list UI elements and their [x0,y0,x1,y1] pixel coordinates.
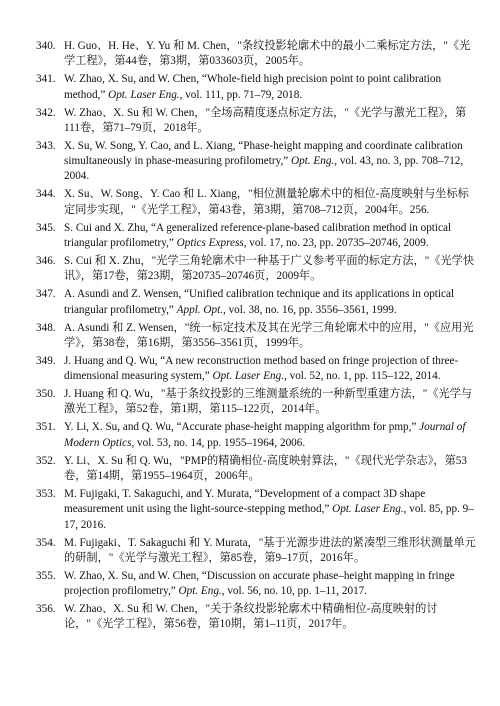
reference-text [64,387,480,418]
reference-entry [36,287,480,318]
reference-segment: , vol. 43, no. 3, pp. 708–712, 2004. [64,155,464,183]
reference-segment: Y. Li、X. Su 和 Q. Wu，"PMP的精确相位-高度映射算法，"《现代光学杂志》，第53卷，第14期，第1955–1964页，2006年。 [64,454,467,482]
reference-segment: J. Huang 和 Q. Wu，"基于条纹投影的三维测量系统的一种新型重建方法，"《光学与激光工程》，第52卷，第1期，第115–122页，2014年。 [64,388,473,416]
reference-number: 353. [36,487,56,500]
journal-name: Opt. Laser Eng. [108,88,180,101]
reference-list [36,39,480,633]
reference-text [64,420,480,451]
reference-number: 345. [36,221,56,234]
reference-entry [36,536,480,567]
reference-segment: , vol. 53, no. 14, pp. 1955–1964, 2006. [131,436,306,449]
reference-number: 354. [36,536,56,549]
reference-text [64,602,480,633]
reference-number: 344. [36,188,56,201]
journal-name: Appl. Opt. [176,303,223,316]
reference-segment: J. Huang and Q. Wu, “A new reconstruction method based on fringe projection of three-dimensional measuring system,” [64,354,459,383]
reference-text [64,254,480,285]
reference-entry [36,72,480,103]
reference-segment: X. Su, W. Song, Y. Cao, and L. Xiang, “Phase-height mapping and coordinate calibration simultaneously in phase-measuring profilometry,” [64,139,463,168]
reference-number: 348. [36,321,56,334]
reference-number: 356. [36,603,56,616]
reference-text [64,139,480,185]
journal-name: Opt. Eng. [291,155,335,168]
reference-entry [36,569,480,600]
reference-segment: , vol. 85, pp. 9–17, 2016. [64,503,474,531]
reference-entry [36,420,480,451]
reference-number: 341. [36,73,56,86]
reference-segment: X. Su、W. Song、Y. Cao 和 L. Xiang，"相位测量轮廓术中的相位-高度映射与坐标标定同步实现，"《光学工程》，第43卷，第3期，第708–712页，2004年。256. [64,188,469,216]
reference-text [64,187,480,218]
reference-entry [36,321,480,352]
reference-entry [36,602,480,633]
reference-segment: , vol. 111, pp. 71–79, 2018. [179,88,303,101]
reference-text [64,321,480,352]
reference-entry [36,387,480,418]
reference-number: 349. [36,354,56,367]
reference-segment: S. Cui and X. Zhu, “A generalized reference-plane-based calibration method in optical triangular profilometry,” [64,221,452,249]
reference-entry [36,221,480,252]
reference-entry [36,254,480,285]
reference-entry [36,454,480,485]
reference-number: 340. [36,40,56,52]
journal-name: Opt. Laser Eng. [212,370,285,383]
reference-segment: A. Asundi and Z. Wensen, “Unified calibration technique and its applications in optical triangular profilometry,” [64,288,455,316]
reference-text [64,106,480,137]
reference-entry [36,354,480,385]
reference-segment: A. Asundi 和 Z. Wensen，"统一标定技术及其在光学三角轮廓术中的应用，"《应用光学》，第38卷，第16期，第3556–3561页，1999年。 [64,321,474,349]
reference-number: 346. [36,254,56,267]
reference-segment: W. Zhao, X. Su, and W. Chen, “Discussion on accurate phase–height mapping in fringe projection profilometry,” [64,569,455,598]
reference-number: 351. [36,421,56,434]
journal-name: Journal of Modern Optics [64,421,466,449]
reference-text [64,487,480,533]
reference-number: 347. [36,288,56,301]
reference-number: 350. [36,388,56,401]
reference-text [64,354,480,385]
reference-entry [36,39,480,70]
reference-segment: Y. Li, X. Su, and Q. Wu, “Accurate phase-height mapping algorithm for pmp,” [64,421,420,434]
reference-segment: , vol. 56, no. 10, pp. 1–11, 2017. [221,585,368,598]
journal-name: Opt. Laser Eng. [332,503,404,516]
reference-segment: M. Fujigaki、T. Sakaguchi 和 Y. Murata，"基于光源步进法的紧凑型三维形状测量单元的研制，"《光学与激光工程》，第85卷，第9–17页，2016年。 [64,536,476,564]
reference-text [64,536,480,567]
reference-segment: W. Zhao, X. Su, and W. Chen, “Whole-field high precision point to point calibration method,” [64,73,442,101]
reference-text [64,569,480,600]
reference-text [64,39,480,70]
reference-entry [36,187,480,218]
reference-segment: M. Fujigaki, T. Sakaguchi, and Y. Murata, “Development of a compact 3D shape measurement unit using the light-source-stepping method,” [64,487,426,516]
reference-number: 343. [36,139,56,152]
journal-name: Opt. Eng. [178,585,222,598]
journal-name: Optics Express [176,237,244,249]
reference-text [64,287,480,318]
reference-number: 355. [36,569,56,582]
reference-segment: S. Cui 和 X. Zhu，"光学三角轮廓术中一种基于广义参考平面的标定方法，"《光学快讯》，第17卷，第23期，第20735–20746页，2009年。 [64,254,475,283]
reference-entry [36,487,480,533]
reference-segment: W. Zhao、X. Su 和 W. Chen，"全场高精度逐点标定方法，"《光学与激光工程》，第111卷，第71–79页，2018年。 [64,106,467,134]
reference-segment: W. Zhao、X. Su 和 W. Chen，"关于条纹投影轮廓术中精确相位-高度映射的讨论，"《光学工程》，第56卷，第10期，第1–11页，2017年。 [64,603,438,631]
reference-number: 352. [36,454,56,467]
reference-entry [36,106,480,137]
reference-segment: H. Guo、H. He、Y. Yu 和 M. Chen，"条纹投影轮廓术中的最小二乘标定方法，"《光学工程》，第44卷，第3期，第033603页，2005年。 [64,40,471,68]
reference-segment: , vol. 17, no. 23, pp. 20735–20746, 2009. [243,237,429,249]
reference-segment: , vol. 52, no. 1, pp. 115–122, 2014. [284,370,441,383]
reference-number: 342. [36,106,56,119]
reference-segment: , vol. 38, no. 16, pp. 3556–3561, 1999. [222,303,397,316]
reference-text [64,72,480,103]
reference-text [64,221,480,252]
reference-entry [36,139,480,185]
reference-text [64,454,480,485]
